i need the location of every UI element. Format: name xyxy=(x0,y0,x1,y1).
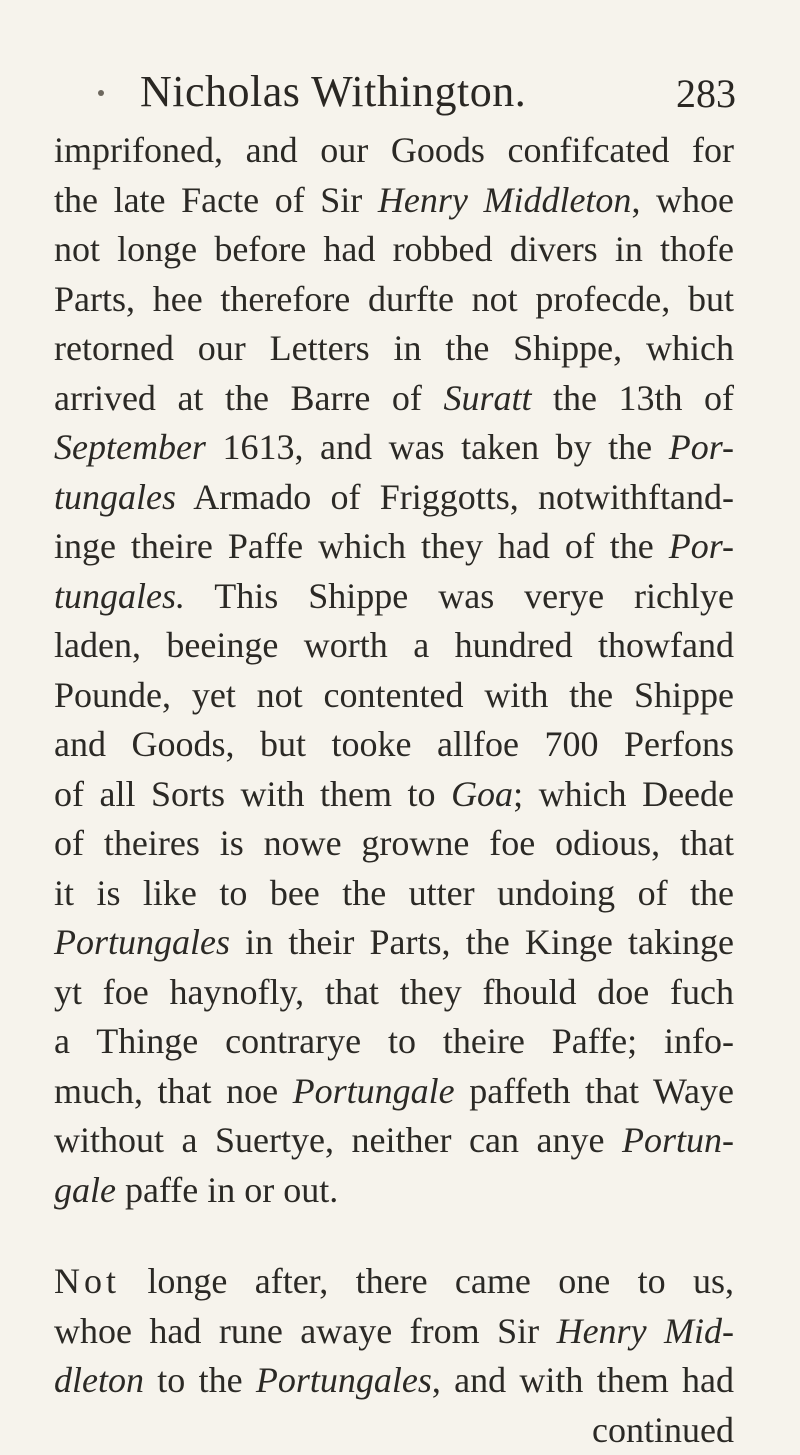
text-line xyxy=(54,1166,734,1216)
text-segment: yt foe haynofly, that they fhould doe fuch xyxy=(54,972,734,1012)
text-line xyxy=(54,275,734,325)
text-segment: inge theire Paffe which they had of the xyxy=(54,526,669,566)
text-line xyxy=(54,225,734,275)
text-segment: tungales xyxy=(54,477,176,517)
text-segment: a Thinge contrarye to theire Paffe; info- xyxy=(54,1021,734,1061)
text-line xyxy=(54,572,734,622)
text-line xyxy=(54,126,734,176)
text-segment: of all Sorts with them to xyxy=(54,774,451,814)
text-segment: it is like to bee the utter undoing of the xyxy=(54,873,734,913)
text-line xyxy=(54,621,734,671)
text-line xyxy=(54,1017,734,1067)
text-segment: Portungales xyxy=(54,922,230,962)
text-line xyxy=(54,522,734,572)
text-segment: in their Parts, the Kinge takinge xyxy=(230,922,734,962)
text-segment: continued xyxy=(592,1410,734,1450)
text-segment: gale xyxy=(54,1170,116,1210)
text-segment: imprifoned, and our Goods confifcated for xyxy=(54,130,734,170)
text-segment: Armado of Friggotts, notwithftand- xyxy=(176,477,734,517)
text-line xyxy=(54,671,734,721)
body-text xyxy=(54,126,734,1455)
text-segment: Por- xyxy=(669,526,734,566)
text-segment: Not xyxy=(54,1261,120,1301)
text-line xyxy=(54,918,734,968)
text-line xyxy=(54,1067,734,1117)
text-segment: , whoe xyxy=(631,180,734,220)
text-segment: Portun- xyxy=(622,1120,734,1160)
text-segment: Portungale xyxy=(293,1071,455,1111)
text-segment: Parts, hee therefore durfte not profecde, but xyxy=(54,279,734,319)
text-segment: Pounde, yet not contented with the Shippe xyxy=(54,675,734,715)
text-segment: tungales. xyxy=(54,576,185,616)
page-header xyxy=(140,60,740,130)
text-segment: dleton xyxy=(54,1360,144,1400)
text-segment: and Goods, but tooke allfoe 700 Perfons xyxy=(54,724,734,764)
text-segment: not longe before had robbed divers in thofe xyxy=(54,229,734,269)
running-title: Nicholas Withington. xyxy=(140,66,526,117)
text-line xyxy=(54,374,734,424)
ink-dot-mark xyxy=(98,90,104,96)
text-segment: Henry Mid- xyxy=(557,1311,734,1351)
text-segment: without a Suertye, neither can anye xyxy=(54,1120,622,1160)
page-number: 283 xyxy=(676,70,736,117)
text-line xyxy=(54,1356,734,1406)
text-segment: much, that noe xyxy=(54,1071,293,1111)
text-line xyxy=(54,1116,734,1166)
text-segment: paffeth that Waye xyxy=(455,1071,734,1111)
text-line xyxy=(54,176,734,226)
text-segment: 1613, and was taken by the xyxy=(206,427,669,467)
text-segment: the late Facte of Sir xyxy=(54,180,378,220)
text-line xyxy=(54,473,734,523)
text-segment: of theires is nowe growne foe odious, that xyxy=(54,823,734,863)
text-segment: to the xyxy=(144,1360,256,1400)
text-line xyxy=(54,869,734,919)
text-line xyxy=(54,1307,734,1357)
text-line xyxy=(54,968,734,1018)
text-segment: Por- xyxy=(669,427,734,467)
text-line xyxy=(54,1406,734,1455)
text-segment: paffe in or out. xyxy=(116,1170,338,1210)
text-segment: September xyxy=(54,427,206,467)
text-segment: Portungales xyxy=(256,1360,432,1400)
text-line xyxy=(54,819,734,869)
text-segment: whoe had rune awaye from Sir xyxy=(54,1311,557,1351)
text-segment: laden, beeinge worth a hundred thowfand xyxy=(54,625,734,665)
text-line xyxy=(54,324,734,374)
text-line xyxy=(54,720,734,770)
text-segment: longe after, there came one to us, xyxy=(120,1261,734,1301)
text-segment: the 13th of xyxy=(531,378,734,418)
text-segment: Goa xyxy=(451,774,513,814)
text-segment: , and with them had xyxy=(432,1360,734,1400)
text-segment: retorned our Letters in the Shippe, which xyxy=(54,328,734,368)
text-line xyxy=(54,1257,734,1307)
text-segment: This Shippe was verye richlye xyxy=(185,576,734,616)
text-line xyxy=(54,770,734,820)
text-segment: ; which Deede xyxy=(513,774,734,814)
text-segment: Henry Middleton xyxy=(378,180,632,220)
text-segment: arrived at the Barre of xyxy=(54,378,443,418)
text-line xyxy=(54,423,734,473)
text-segment: Suratt xyxy=(443,378,531,418)
